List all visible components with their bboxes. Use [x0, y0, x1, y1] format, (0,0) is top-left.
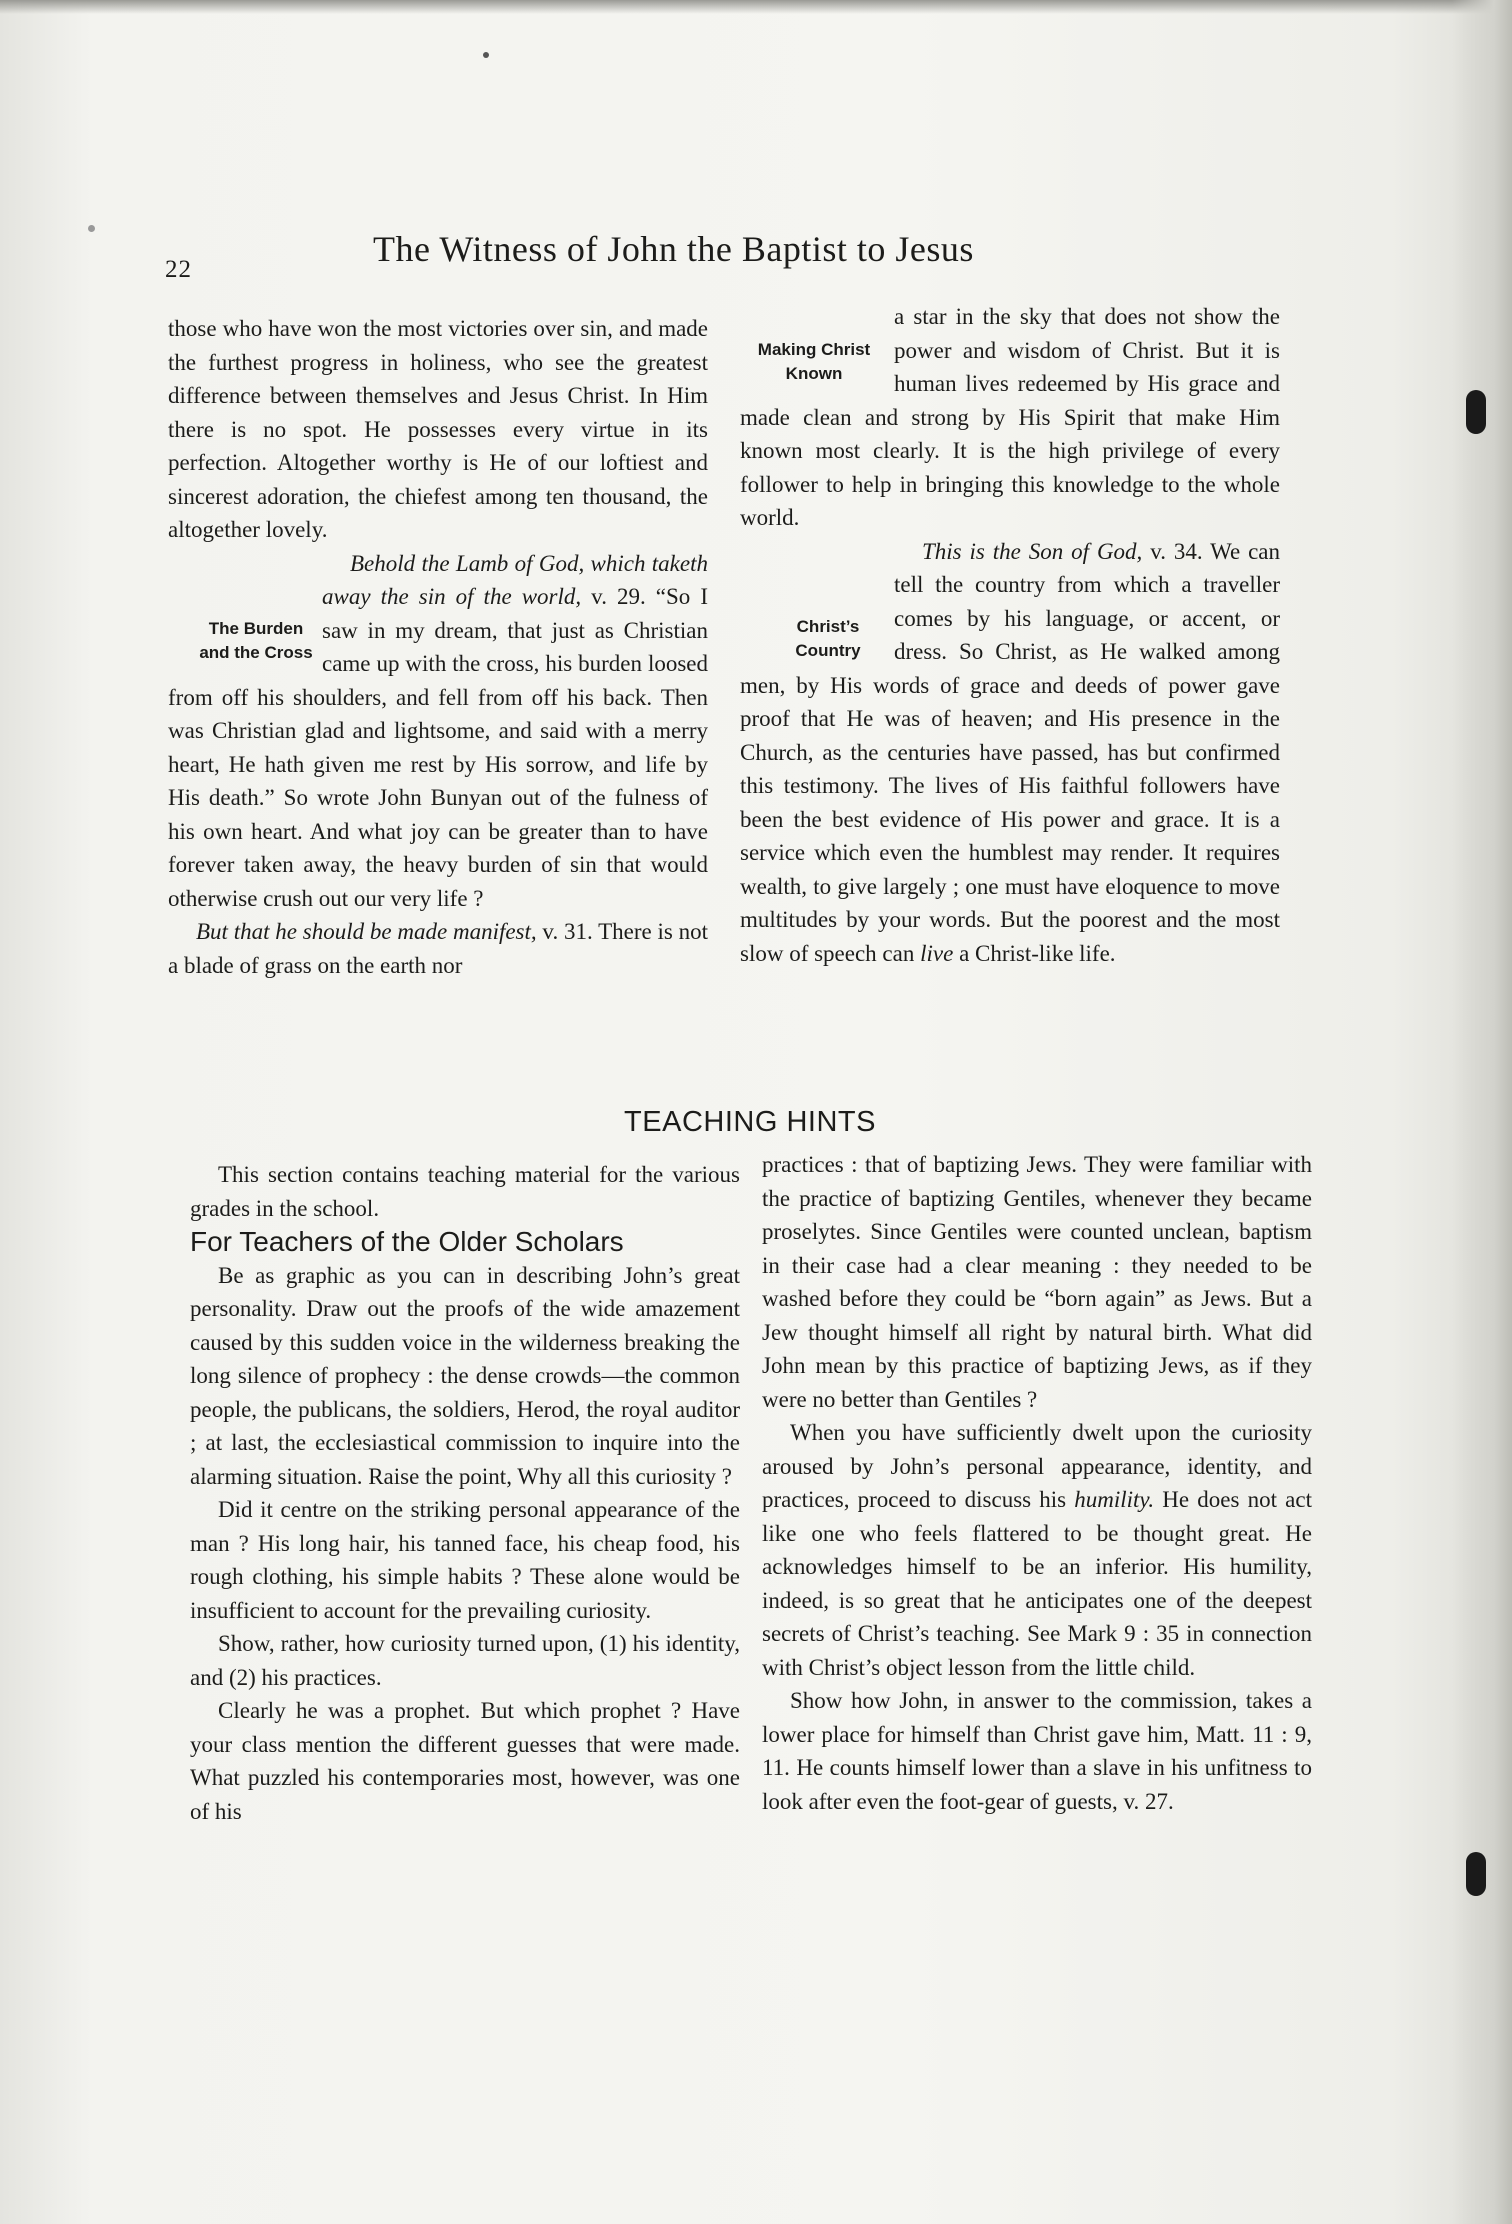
paragraph [762, 1416, 1312, 1684]
subheading-older-scholars: For Teachers of the Older Scholars [190, 1226, 624, 1257]
paragraph: Show how John, in answer to the commission, takes a lower place for himself than Christ gave him, Matt. 11 : 9, 11. He counts himself lower than a slave in his unfitness to look after even the foot-gear of guests, v. 27. [762, 1688, 1312, 1814]
running-title: The Witness of John the Baptist to Jesus [373, 229, 974, 269]
column-left-bottom [190, 1158, 740, 1828]
paragraph: practices : that of baptizing Jews. They were familiar with the practice of baptizing Gentiles, whenever they became proselytes. Since Gentiles were counted unclean, baptism in their case had a clear meaning : they needed to be washed before they could be “born again” as Jews. But a Jew thought himself all right by natural birth. What did John mean by this practice of baptizing Jews, as if they were no better than Gentiles ? [762, 1152, 1312, 1412]
paragraph-text: He does not act like one who feels flattered to be thought great. He acknowledges himself to be an inferior. His humility, indeed, is so great that he anticipates one of the deepest secrets of Christ’s teaching. See Mark 9 : 35 in connection with Christ’s object lesson from the little child. [762, 1487, 1312, 1680]
paragraph [740, 535, 1280, 971]
column-right-bottom [762, 1148, 1312, 1818]
paragraph: Show, rather, how curiosity turned upon, (1) his identity, and (2) his practices. [190, 1631, 740, 1690]
column-right-top [740, 300, 1280, 970]
paragraph: Be as graphic as you can in describing John’s great personality. Draw out the proofs of the wide amazement caused by this sudden voice in the wilderness breaking the long silence of prophecy : the dense crowds—the common people, the publicans, the soldiers, Herod, the royal auditor ; at last, the ecclesiastical commission to inquire into the alarming situation. Raise the point, Why all this curiosity ? [190, 1262, 740, 1489]
paragraph-text: v. 29. “So I saw in my dream, that just as Christian came up with the cross, his burden loosed from off his shoulders, and fell from off his back. Then was Christian glad and lightsome, and said with a merry heart, He hath given me rest by His sorrow, and life by His death.” So wrote John Bunyan out of the fulness of his own heart. And what joy can be greater than to have forever taken away, the heavy burden of sin that would otherwise crush out our very life ? [168, 584, 708, 911]
page-number: 22 [165, 256, 192, 283]
scan-speck [88, 225, 95, 232]
binder-hole-top [1466, 390, 1486, 434]
side-heading-christs-country: Christ’s Country [795, 616, 861, 660]
scripture-quote: Behold the Lamb of God, which taketh away the sin of the world, [322, 550, 708, 609]
paragraph-text: v. 34. We can tell the country from which a traveller comes by his language, or accent, or dress. So Christ, as He walked among men, by His words of grace and deeds of power gave proof that He was of heaven; and His presence in the Church, as the centuries have passed, has but confirmed this testimony. The lives of His faithful followers have been the best evidence of His power and grace. It is a service which even the humblest may render. It requires wealth, to give largely ; one must have eloquence to move multitudes by your words. But the poorest and the most slow of speech can [740, 538, 1280, 966]
scan-top-edge [0, 0, 1512, 14]
paragraph-text: a star in the sky that does not show the power and wisdom of Christ. But it is human lives redeemed by His grace and made clean and strong by His Spirit that make Him known most clearly. It is the high privilege of every follower to help in bringing this knowledge to the whole world. [740, 304, 1280, 530]
paragraph-text: a Christ-like life. [953, 940, 1116, 966]
paragraph: This section contains teaching material for the various grades in the school. [190, 1162, 740, 1221]
side-heading-making-christ-known: Making Christ Known [757, 340, 871, 383]
column-left-top [168, 312, 708, 982]
page-header [165, 228, 1315, 288]
paragraph: Clearly he was a prophet. But which prophet ? Have your class mention the different guesses that were made. What puzzled his contemporaries most, however, was one of his [190, 1698, 740, 1824]
paragraph: Did it centre on the striking personal appearance of the man ? His long hair, his tanned face, his cheap food, his rough clothing, his simple habits ? These alone would be insufficient to account for the prevailing curiosity. [190, 1497, 740, 1623]
paragraph [168, 547, 708, 916]
scripture-quote: This is the Son of God, [922, 538, 1143, 564]
paragraph-text: v. 31. There is not a blade of grass on the earth nor [168, 919, 708, 978]
paragraph [168, 915, 708, 982]
binder-hole-bottom [1466, 1852, 1486, 1896]
scan-speck [483, 52, 489, 58]
scripture-quote: But that he should be made manifest, [196, 919, 537, 944]
paragraph: those who have won the most victories over sin, and made the furthest progress in holiness, who see the greatest difference between themselves and Jesus Christ. In Him there is no spot. He possesses every virtue in its perfection. Altogether worthy is He of our loftiest and sincerest adoration, the chiefest among ten thousand, the altogether lovely. [168, 316, 708, 542]
section-heading-teaching-hints: TEACHING HINTS [624, 1106, 876, 1138]
emphasis: humility. [1074, 1487, 1155, 1512]
paragraph-text: When you have sufficiently dwelt upon the curiosity aroused by John’s personal appearance, identity, and practices, proceed to discuss his [762, 1420, 1312, 1512]
emphasis: live [920, 940, 954, 966]
side-heading-burden: The Burden and the Cross [199, 618, 313, 662]
paragraph [740, 300, 1280, 535]
